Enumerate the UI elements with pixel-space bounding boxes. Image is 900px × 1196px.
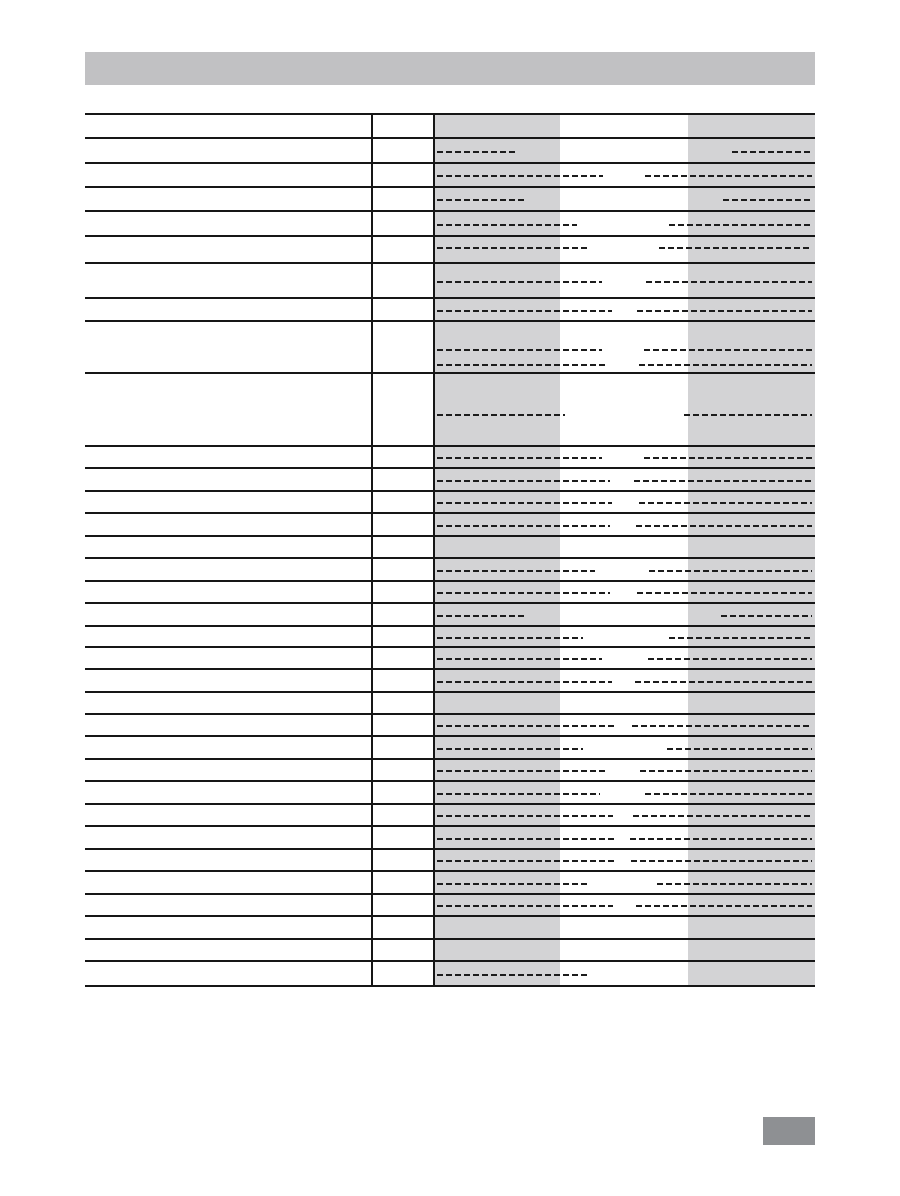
redacted-text-line-left: [437, 905, 613, 907]
table-row: [85, 137, 815, 162]
redacted-text-line-right: [631, 860, 812, 862]
page-number-box: [763, 1117, 815, 1145]
table-row: [85, 580, 815, 602]
redacted-text-line-right: [644, 349, 812, 351]
redacted-text-line-left: [437, 247, 587, 249]
redacted-text-line-left: [437, 224, 577, 226]
table-row: [85, 780, 815, 803]
table-row: [85, 758, 815, 780]
table-row: [85, 445, 815, 467]
table-row: [85, 235, 815, 262]
table-row: [85, 915, 815, 938]
redacted-text-line-right: [657, 883, 812, 885]
redacted-text-line-left: [437, 815, 613, 817]
table-row: [85, 210, 815, 235]
redacted-text-line-left: [437, 637, 583, 639]
redacted-text-line-left: [437, 310, 612, 312]
table-row: [85, 848, 815, 870]
table-row: [85, 467, 815, 490]
redacted-text-line-left: [437, 525, 610, 527]
redacted-text-line-right: [630, 838, 812, 840]
redacted-text-line-left: [437, 349, 602, 351]
redacted-text-line-left: [437, 151, 518, 153]
redacted-text-line-right: [645, 175, 812, 177]
redacted-text-line-right: [644, 457, 812, 459]
table-row: [85, 602, 815, 625]
redacted-text-line-left: [437, 480, 610, 482]
table-row: [85, 186, 815, 210]
table-row: [85, 262, 815, 297]
table-row: [85, 113, 815, 137]
redacted-text-line-left: [437, 860, 617, 862]
table-row: [85, 870, 815, 893]
redacted-text-line-right: [635, 681, 812, 683]
redacted-text-line-right: [684, 414, 812, 416]
table-row: [85, 162, 815, 186]
redacted-text-line-right: [636, 905, 812, 907]
redacted-text-line-right: [648, 658, 812, 660]
redacted-text-line-right: [633, 815, 812, 817]
spec-table: [85, 113, 815, 987]
redacted-text-line-right: [723, 199, 812, 201]
redacted-text-line-right: [637, 592, 812, 594]
redacted-text-line-left: [437, 175, 603, 177]
table-row: [85, 490, 815, 512]
redacted-text-line-right: [667, 748, 812, 750]
table-row: [85, 960, 815, 985]
redacted-text-line-left: [437, 838, 617, 840]
redacted-text-line-left: [437, 793, 600, 795]
table-row: [85, 713, 815, 735]
redacted-text-line-left: [437, 281, 602, 283]
redacted-text-line-right: [634, 480, 812, 482]
table-row: [85, 735, 815, 758]
table-row: [85, 512, 815, 535]
redacted-text-line-right: [649, 570, 812, 572]
table-row: [85, 893, 815, 915]
table-row: [85, 372, 815, 445]
redacted-text-line-left: [437, 570, 595, 572]
redacted-text-line-right: [669, 637, 812, 639]
redacted-text-line-right: [639, 364, 812, 366]
table-row: [85, 557, 815, 580]
redacted-text-line-left: [437, 974, 590, 976]
redacted-text-line-right: [639, 502, 812, 504]
redacted-text-line-left: [437, 770, 608, 772]
redacted-text-line-right: [646, 281, 812, 283]
table-rows: [85, 113, 815, 985]
redacted-text-line-right: [637, 310, 812, 312]
page-header-bar: [85, 52, 815, 85]
table-row: [85, 938, 815, 960]
redacted-text-line-right: [659, 247, 812, 249]
redacted-text-line-left: [437, 414, 565, 416]
table-row: [85, 691, 815, 713]
redacted-text-line-left: [437, 592, 610, 594]
redacted-text-line-right: [669, 224, 812, 226]
redacted-text-line-left: [437, 502, 612, 504]
redacted-text-line-left: [437, 748, 583, 750]
redacted-text-line-left: [437, 725, 615, 727]
table-row: [85, 297, 815, 320]
redacted-text-line-right: [636, 525, 812, 527]
table-row: [85, 535, 815, 557]
table-row: [85, 803, 815, 825]
redacted-text-line-left: [437, 364, 608, 366]
table-row: [85, 625, 815, 646]
redacted-text-line-left: [437, 457, 602, 459]
table-row: [85, 668, 815, 691]
table-row: [85, 646, 815, 668]
redacted-text-line-right: [645, 793, 812, 795]
table-row: [85, 320, 815, 372]
redacted-text-line-left: [437, 658, 602, 660]
redacted-text-line-right: [732, 151, 812, 153]
redacted-text-line-right: [721, 615, 812, 617]
redacted-text-line-right: [632, 725, 812, 727]
table-row: [85, 825, 815, 848]
redacted-text-line-left: [437, 615, 527, 617]
redacted-text-line-left: [437, 199, 525, 201]
redacted-text-line-right: [640, 770, 812, 772]
redacted-text-line-left: [437, 681, 612, 683]
redacted-text-line-left: [437, 883, 590, 885]
